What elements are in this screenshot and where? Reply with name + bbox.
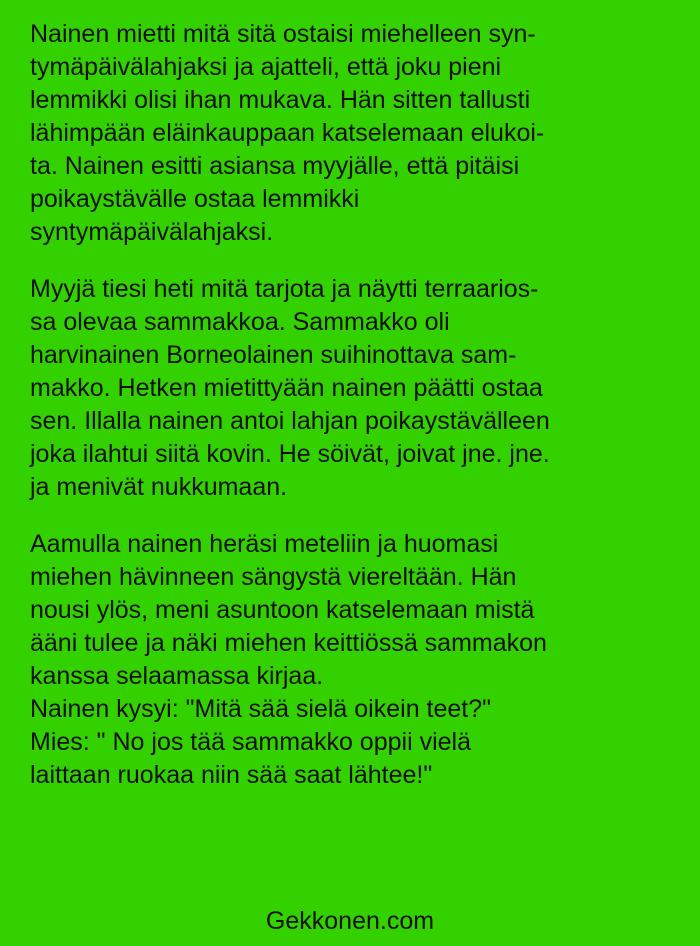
text-line: miehen hävinneen sängystä viereltään. Hän	[30, 563, 517, 591]
paragraph-3	[30, 528, 680, 792]
story-text	[30, 18, 680, 816]
text-line: sa olevaa sammakkoa. Sammakko oli	[30, 308, 450, 336]
paragraph-2	[30, 273, 680, 504]
text-line: lemmikki olisi ihan mukava. Hän sitten tallusti	[30, 86, 531, 114]
text-line: nousi ylös, meni asuntoon katselemaan mistä	[30, 596, 535, 624]
text-line: sen. Illalla nainen antoi lahjan poikaystävälleen	[30, 407, 550, 435]
text-line: Nainen mietti mitä sitä ostaisi miehelleen syn-	[30, 20, 536, 48]
text-line: syntymäpäivälahjaksi.	[30, 218, 274, 246]
text-line: lähimpään eläinkauppaan katselemaan elukoi-	[30, 119, 545, 147]
text-line: tymäpäivälahjaksi ja ajatteli, että joku pieni	[30, 53, 502, 81]
text-line: ta. Nainen esitti asiansa myyjälle, että pitäisi	[30, 152, 520, 180]
text-line: Nainen kysyi: "Mitä sää sielä oikein teet?"	[30, 695, 492, 723]
text-line: poikaystävälle ostaa lemmikki	[30, 185, 360, 213]
text-line: laittaan ruokaa niin sää saat lähtee!"	[30, 761, 433, 789]
text-line: makko. Hetken mietittyään nainen päätti ostaa	[30, 374, 543, 402]
text-line: ääni tulee ja näki miehen keittiössä sammakon	[30, 629, 547, 657]
text-line: Myyjä tiesi heti mitä tarjota ja näytti terraarios-	[30, 275, 539, 303]
text-line: ja menivät nukkumaan.	[30, 473, 288, 501]
text-line: kanssa selaamassa kirjaa.	[30, 662, 324, 690]
site-footer: Gekkonen.com	[265, 907, 435, 935]
text-line: joka ilahtui siitä kovin. He söivät, joivat jne. jne.	[30, 440, 550, 468]
text-line: Aamulla nainen heräsi meteliin ja huomasi	[30, 530, 499, 558]
paragraph-1	[30, 18, 680, 249]
text-line: harvinainen Borneolainen suihinottava sam-	[30, 341, 517, 369]
text-line: Mies: " No jos tää sammakko oppii vielä	[30, 728, 471, 756]
